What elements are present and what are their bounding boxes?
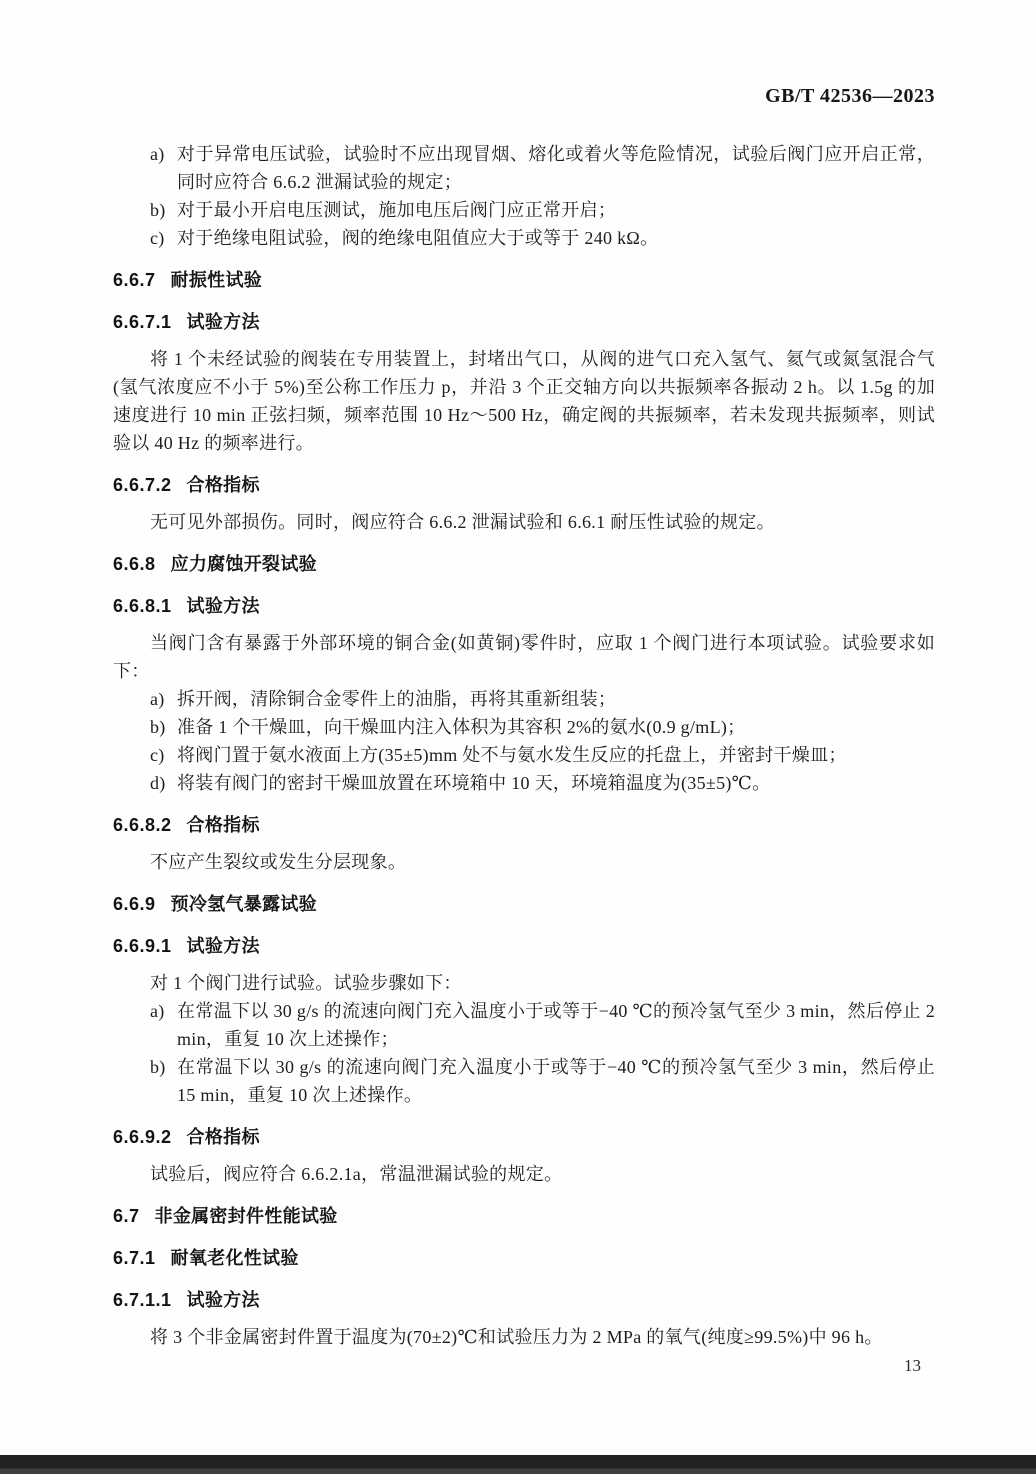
heading-title: 试验方法 xyxy=(186,596,260,616)
heading-title: 合格指标 xyxy=(186,475,260,495)
list-item-marker: a) xyxy=(150,144,165,164)
heading-6-7-1 xyxy=(113,1244,935,1272)
list-item xyxy=(113,685,935,713)
doc-code-header: GB/T 42536—2023 xyxy=(765,85,935,107)
list-item-text: 在常温下以 30 g/s 的流速向阀门充入温度小于或等于−40 ℃的预冷氢气至少 3 min，然后停止 2 min，重复 10 次上述操作； xyxy=(177,1001,935,1049)
heading-title: 试验方法 xyxy=(186,936,260,956)
list-item xyxy=(113,997,935,1053)
heading-number: 6.6.7 xyxy=(113,270,156,290)
list-item-text: 对于绝缘电阻试验，阀的绝缘电阻值应大于或等于 240 kΩ。 xyxy=(177,228,659,248)
list-item-text: 拆开阀，清除铜合金零件上的油脂，再将其重新组装； xyxy=(177,689,617,709)
heading-6-6-9-2 xyxy=(113,1123,935,1151)
heading-number: 6.6.8.1 xyxy=(113,596,172,616)
list-item-marker: c) xyxy=(150,228,165,248)
list-item xyxy=(113,196,935,224)
heading-title: 合格指标 xyxy=(186,1127,260,1147)
heading-6-7-1-1 xyxy=(113,1286,935,1314)
list-item xyxy=(113,713,935,741)
list-item xyxy=(113,769,935,797)
heading-title: 非金属密封件性能试验 xyxy=(154,1206,338,1226)
clause-list-precool xyxy=(113,997,935,1109)
list-item-text: 对于最小开启电压测试，施加电压后阀门应正常开启； xyxy=(177,200,617,220)
list-item xyxy=(113,224,935,252)
heading-number: 6.6.9.2 xyxy=(113,1127,172,1147)
clause-paragraph-6-6-7-2: 无可见外部损伤。同时，阀应符合 6.6.2 泄漏试验和 6.6.1 耐压性试验的规定。 xyxy=(150,512,775,532)
list-item-marker: b) xyxy=(150,1057,166,1077)
heading-number: 6.7.1 xyxy=(113,1248,156,1268)
clause-paragraph-6-6-8-1: 当阀门含有暴露于外部环境的铜合金(如黄铜)零件时，应取 1 个阀门进行本项试验。试验要求如下： xyxy=(113,633,935,681)
list-item-text: 将阀门置于氨水液面上方(35±5)mm 处不与氨水发生反应的托盘上，并密封干燥皿； xyxy=(177,745,847,765)
heading-6-6-7 xyxy=(113,266,935,294)
list-item xyxy=(113,140,935,196)
heading-number: 6.6.8.2 xyxy=(113,815,172,835)
list-item-text: 将装有阀门的密封干燥皿放置在环境箱中 10 天，环境箱温度为(35±5)℃。 xyxy=(177,773,771,793)
heading-6-6-8-1 xyxy=(113,592,935,620)
heading-6-6-8 xyxy=(113,550,935,578)
list-item xyxy=(113,741,935,769)
clause-paragraph-6-6-9-1: 对 1 个阀门进行试验。试验步骤如下： xyxy=(150,973,462,993)
page-content xyxy=(113,0,935,1379)
heading-number: 6.6.9 xyxy=(113,894,156,914)
list-item-marker: d) xyxy=(150,773,166,793)
heading-6-6-9-1 xyxy=(113,932,935,960)
heading-title: 耐振性试验 xyxy=(170,270,263,290)
heading-title: 试验方法 xyxy=(186,1290,260,1310)
clause-paragraph-6-6-9-2: 试验后，阀应符合 6.6.2.1a，常温泄漏试验的规定。 xyxy=(150,1164,563,1184)
list-item-text: 在常温下以 30 g/s 的流速向阀门充入温度小于或等于−40 ℃的预冷氢气至少 3 min，然后停止 15 min，重复 10 次上述操作。 xyxy=(177,1057,935,1105)
heading-number: 6.6.8 xyxy=(113,554,156,574)
page-number: 13 xyxy=(904,1356,921,1375)
heading-title: 耐氧老化性试验 xyxy=(170,1248,299,1268)
heading-title: 合格指标 xyxy=(186,815,260,835)
list-item xyxy=(113,1053,935,1109)
heading-6-6-9 xyxy=(113,890,935,918)
heading-number: 6.6.7.2 xyxy=(113,475,172,495)
clause-paragraph-6-7-1-1: 将 3 个非金属密封件置于温度为(70±2)℃和试验压力为 2 MPa 的氧气(纯度≥99.5%)中 96 h。 xyxy=(150,1327,883,1347)
heading-6-6-8-2 xyxy=(113,811,935,839)
scan-bottom-bar xyxy=(0,1455,1036,1474)
clause-paragraph-6-6-7-1: 将 1 个未经试验的阀装在专用装置上，封堵出气口，从阀的进气口充入氢气、氦气或氮氢混合气(氢气浓度应不小于 5%)至公称工作压力 p，并沿 3 个正交轴方向以共振频率各振动 2 h。以 1.5g 的加速度进行 10 min 正弦扫频，频率范围 10 Hz～500 Hz，确定阀的共振频率，若未发现共振频率，则试验以 40 Hz 的频率进行。 xyxy=(113,349,935,453)
list-item-text: 准备 1 个干燥皿，向干燥皿内注入体积为其容积 2%的氨水(0.9 g/mL)； xyxy=(177,717,746,737)
list-item-marker: b) xyxy=(150,717,166,737)
list-item-marker: c) xyxy=(150,745,165,765)
heading-number: 6.6.9.1 xyxy=(113,936,172,956)
heading-number: 6.6.7.1 xyxy=(113,312,172,332)
clause-list-scc xyxy=(113,685,935,797)
heading-6-6-7-1 xyxy=(113,308,935,336)
heading-title: 试验方法 xyxy=(186,312,260,332)
heading-number: 6.7.1.1 xyxy=(113,1290,172,1310)
heading-title: 应力腐蚀开裂试验 xyxy=(170,554,317,574)
heading-number: 6.7 xyxy=(113,1206,140,1226)
list-item-text: 对于异常电压试验，试验时不应出现冒烟、熔化或着火等危险情况，试验后阀门应开启正常，同时应符合 6.6.2 泄漏试验的规定； xyxy=(177,144,935,192)
list-item-marker: a) xyxy=(150,689,165,709)
clause-paragraph-6-6-8-2: 不应产生裂纹或发生分层现象。 xyxy=(150,852,407,872)
heading-6-7 xyxy=(113,1202,935,1230)
clause-list-electrical xyxy=(113,140,935,252)
heading-6-6-7-2 xyxy=(113,471,935,499)
heading-title: 预冷氢气暴露试验 xyxy=(170,894,317,914)
list-item-marker: b) xyxy=(150,200,166,220)
list-item-marker: a) xyxy=(150,1001,165,1021)
